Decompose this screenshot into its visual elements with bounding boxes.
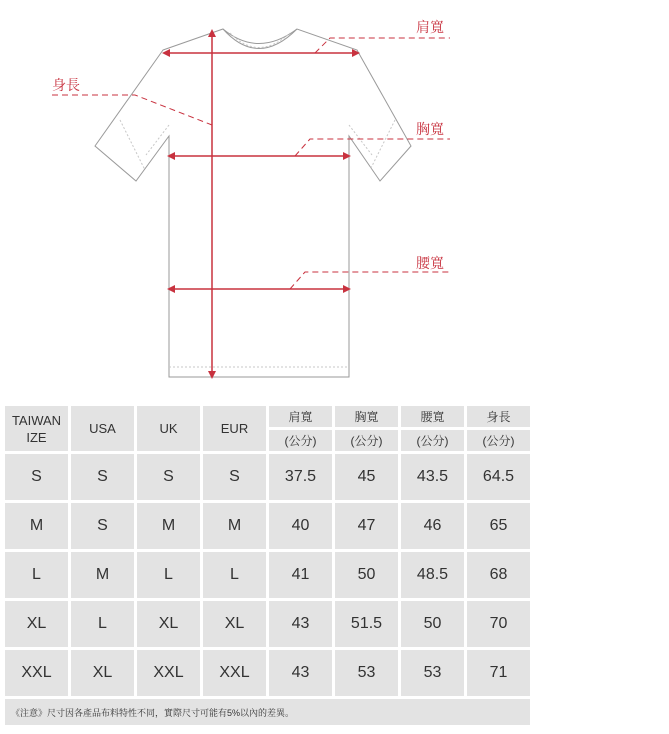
header-unit: (公分) bbox=[269, 430, 332, 451]
length-label: 身長 bbox=[52, 78, 80, 94]
header-usa: USA bbox=[71, 406, 134, 451]
size-note: 《注意》尺寸因各產品布料特性不同，實際尺寸可能有5%以內的差異。 bbox=[5, 699, 530, 725]
cell-shoulder: 43 bbox=[269, 650, 332, 696]
cell-usa: S bbox=[71, 503, 134, 549]
table-row bbox=[5, 454, 530, 500]
header-unit: (公分) bbox=[467, 430, 530, 451]
cell-usa: L bbox=[71, 601, 134, 647]
cell-eur: M bbox=[203, 503, 266, 549]
cell-uk: XXL bbox=[137, 650, 200, 696]
table-row bbox=[5, 601, 530, 647]
header-chest: 胸寬 bbox=[335, 406, 398, 427]
cell-taiwan-size: M bbox=[5, 503, 68, 549]
cell-shoulder: 37.5 bbox=[269, 454, 332, 500]
cell-length: 71 bbox=[467, 650, 530, 696]
cell-waist: 43.5 bbox=[401, 454, 464, 500]
cell-uk: XL bbox=[137, 601, 200, 647]
header-unit: (公分) bbox=[335, 430, 398, 451]
cell-eur: S bbox=[203, 454, 266, 500]
header-length: 身長 bbox=[467, 406, 530, 427]
cell-taiwan-size: XL bbox=[5, 601, 68, 647]
note-row bbox=[5, 699, 530, 725]
cell-usa: M bbox=[71, 552, 134, 598]
cell-eur: XXL bbox=[203, 650, 266, 696]
table-header-row bbox=[5, 406, 530, 427]
cell-taiwan-size: L bbox=[5, 552, 68, 598]
table-row bbox=[5, 503, 530, 549]
header-shoulder: 肩寬 bbox=[269, 406, 332, 427]
cell-length: 64.5 bbox=[467, 454, 530, 500]
cell-eur: XL bbox=[203, 601, 266, 647]
header-taiwan-size: TAIWAN IZE bbox=[5, 406, 68, 451]
cell-chest: 45 bbox=[335, 454, 398, 500]
cell-uk: M bbox=[137, 503, 200, 549]
cell-shoulder: 40 bbox=[269, 503, 332, 549]
cell-shoulder: 41 bbox=[269, 552, 332, 598]
cell-length: 70 bbox=[467, 601, 530, 647]
shoulder-label: 肩寬 bbox=[416, 20, 444, 36]
cell-length: 68 bbox=[467, 552, 530, 598]
size-chart-table bbox=[2, 403, 533, 728]
cell-taiwan-size: XXL bbox=[5, 650, 68, 696]
cell-length: 65 bbox=[467, 503, 530, 549]
header-eur: EUR bbox=[203, 406, 266, 451]
waist-label: 腰寬 bbox=[416, 256, 444, 272]
cell-waist: 46 bbox=[401, 503, 464, 549]
cell-usa: XL bbox=[71, 650, 134, 696]
cell-shoulder: 43 bbox=[269, 601, 332, 647]
cell-usa: S bbox=[71, 454, 134, 500]
header-unit: (公分) bbox=[401, 430, 464, 451]
cell-waist: 50 bbox=[401, 601, 464, 647]
table-row bbox=[5, 650, 530, 696]
cell-uk: L bbox=[137, 552, 200, 598]
cell-uk: S bbox=[137, 454, 200, 500]
cell-chest: 50 bbox=[335, 552, 398, 598]
header-waist: 腰寬 bbox=[401, 406, 464, 427]
cell-waist: 53 bbox=[401, 650, 464, 696]
cell-chest: 51.5 bbox=[335, 601, 398, 647]
cell-chest: 53 bbox=[335, 650, 398, 696]
table-row bbox=[5, 552, 530, 598]
cell-eur: L bbox=[203, 552, 266, 598]
cell-waist: 48.5 bbox=[401, 552, 464, 598]
cell-taiwan-size: S bbox=[5, 454, 68, 500]
header-uk: UK bbox=[137, 406, 200, 451]
chest-label: 胸寬 bbox=[416, 122, 444, 138]
cell-chest: 47 bbox=[335, 503, 398, 549]
